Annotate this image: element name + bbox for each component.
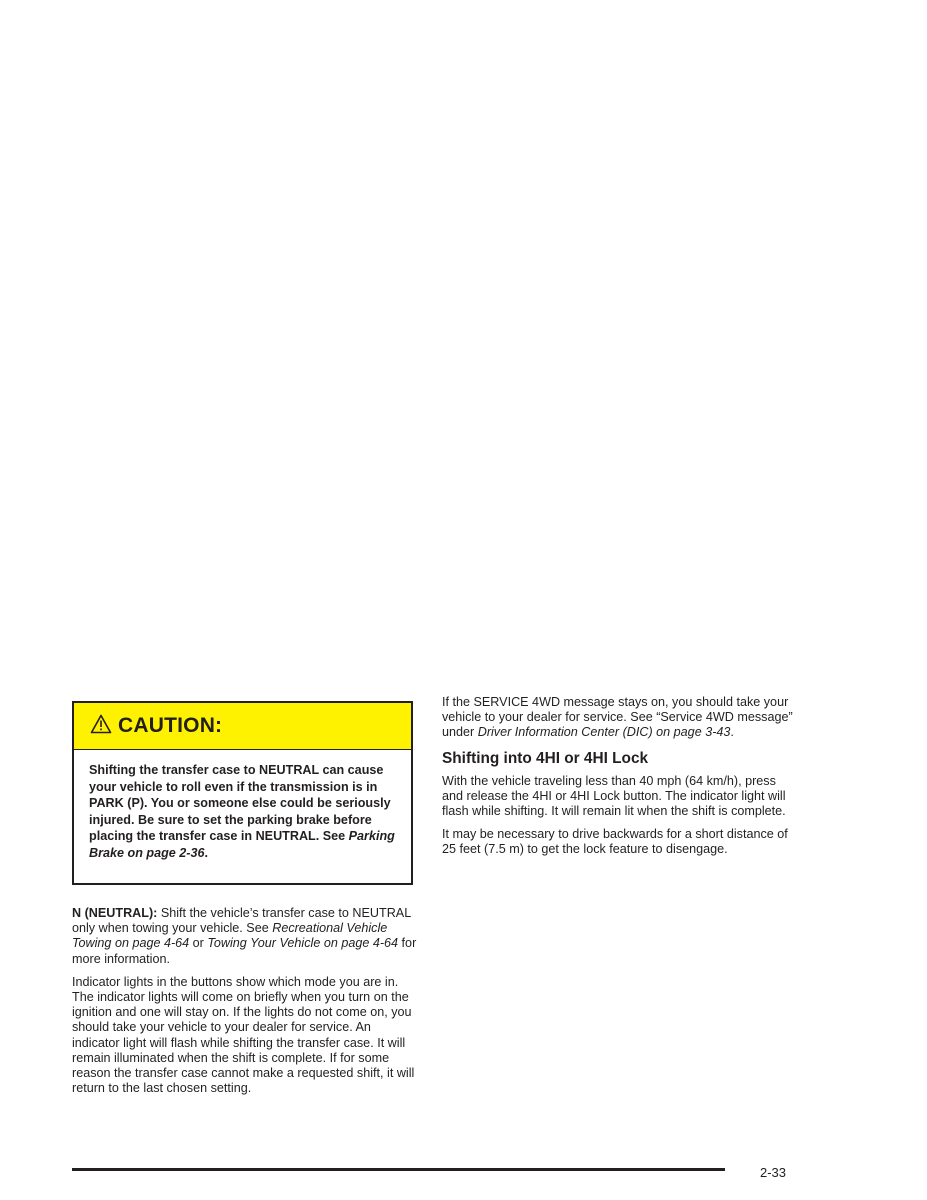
neutral-or: or xyxy=(189,936,208,951)
backward-paragraph: It may be necessary to drive backwards for a short distance of 25 feet (7.5 m) to get the lock feature to disengage. xyxy=(442,827,788,857)
caution-box xyxy=(72,701,413,885)
right-column xyxy=(442,695,797,866)
caution-body-text: Shifting the transfer case to NEUTRAL can cause your vehicle to roll even if the transmission is in PARK (P). You or someone else could be seriously injured. Be sure to set the parking brake before placing the transfer case in NEUTRAL. See xyxy=(89,763,391,844)
left-column xyxy=(72,906,418,1104)
service-text: If the SERVICE 4WD message stays on, you should take your vehicle to your dealer for service. See “Service 4WD message” under xyxy=(442,695,793,740)
neutral-end: for more information. xyxy=(72,936,417,966)
service-paragraph xyxy=(442,695,797,741)
page-number: 2-33 xyxy=(760,1165,787,1180)
warning-triangle-icon xyxy=(90,714,118,739)
parking-brake-link[interactable]: Parking Brake on page 2-36 xyxy=(89,829,395,860)
dic-link[interactable]: Driver Information Center (DIC) on page 3-43 xyxy=(477,725,731,740)
caution-body-end: . xyxy=(204,845,208,860)
caution-title: CAUTION: xyxy=(118,714,223,737)
recreational-towing-link[interactable]: Recreational Vehicle Towing on page 4-64 xyxy=(72,921,388,951)
shift-paragraph: With the vehicle traveling less than 40 mph (64 km/h), press and release the 4HI or 4HI Lock button. The indicator light will flash while shifting. It will remain lit when the shift is complete. xyxy=(442,773,786,819)
service-end: . xyxy=(730,725,734,740)
indicator-paragraph: Indicator lights in the buttons show which mode you are in. The indicator lights will come on briefly when you turn on the ignition and one will stay on. If the lights do not come on, you should take your vehicle to your dealer for service. An indicator light will flash while shifting the transfer case. It will remain illuminated when the shift is complete. If for some reason the transfer case cannot make a requested shift, it will return to the last chosen setting. xyxy=(72,974,415,1096)
towing-vehicle-link[interactable]: Towing Your Vehicle on page 4-64 xyxy=(207,936,399,951)
neutral-paragraph xyxy=(72,906,418,967)
footer-rule xyxy=(72,1168,725,1171)
neutral-label: N (NEUTRAL): xyxy=(72,906,158,920)
caution-header xyxy=(74,703,411,750)
section-heading: Shifting into 4HI or 4HI Lock xyxy=(442,749,649,767)
caution-text xyxy=(74,750,411,862)
neutral-text: Shift the vehicle’s transfer case to NEUTRAL only when towing your vehicle. See xyxy=(72,906,411,936)
